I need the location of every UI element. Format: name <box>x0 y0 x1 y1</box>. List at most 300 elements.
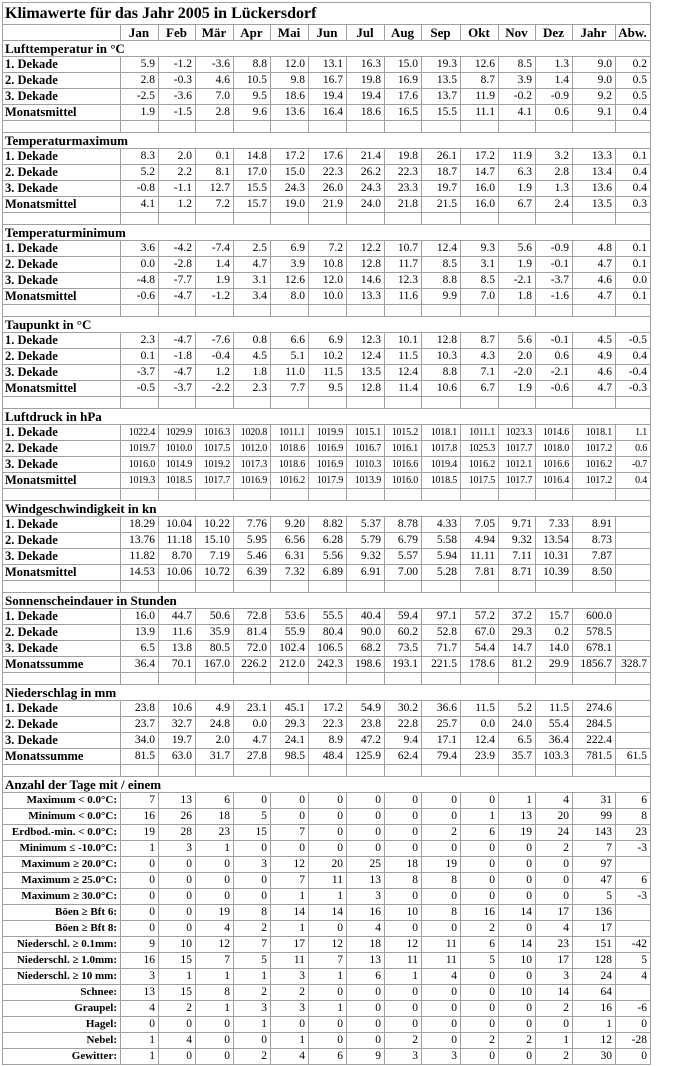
value-cell: 0 <box>499 841 535 856</box>
table-row <box>3 149 650 164</box>
value-cell: 0.4 <box>616 473 650 488</box>
value-cell: 0 <box>461 1001 498 1016</box>
spacer-cell <box>3 397 120 408</box>
value-cell: 0 <box>159 1049 195 1064</box>
value-cell: 16.4 <box>309 105 346 120</box>
value-cell: 3 <box>536 969 572 984</box>
table-row <box>3 625 650 640</box>
value-cell: 10 <box>499 953 535 968</box>
value-cell: -3 <box>616 841 650 856</box>
value-cell: 15.7 <box>234 197 270 212</box>
value-cell: 11.1 <box>461 105 498 120</box>
value-cell: 8.5 <box>422 257 460 272</box>
value-cell: 6.9 <box>271 241 308 256</box>
value-cell: -7.4 <box>196 241 233 256</box>
value-cell: 1016.0 <box>385 473 421 488</box>
value-cell: 6.9 <box>309 333 346 348</box>
value-cell: 81.4 <box>234 625 270 640</box>
value-cell: 2.3 <box>121 333 158 348</box>
value-cell: 1019.2 <box>196 457 233 472</box>
table-row <box>3 905 650 920</box>
month-header: Sep <box>422 25 460 40</box>
value-cell: 4 <box>196 921 233 936</box>
value-cell: 0 <box>309 841 346 856</box>
section-header-row <box>3 501 650 516</box>
value-cell: 284.5 <box>573 717 615 732</box>
row-label: 1. Dekade <box>3 701 120 716</box>
value-cell: 10.7 <box>385 241 421 256</box>
value-cell: 0.0 <box>616 273 650 288</box>
table-row <box>3 921 650 936</box>
value-cell: -4.7 <box>159 365 195 380</box>
value-cell: 18 <box>385 857 421 872</box>
value-cell: 0 <box>121 1017 158 1032</box>
value-cell: 13.9 <box>121 625 158 640</box>
table-row <box>3 1033 650 1048</box>
value-cell: 0 <box>536 889 572 904</box>
spacer-cell <box>616 673 650 684</box>
value-cell: 16.0 <box>461 197 498 212</box>
value-cell: 8.3 <box>121 149 158 164</box>
value-cell: 1018.6 <box>271 441 308 456</box>
spacer-row <box>3 765 650 776</box>
value-cell: 7.05 <box>461 517 498 532</box>
value-cell: 1010.3 <box>347 457 384 472</box>
spacer-cell <box>121 121 158 132</box>
value-cell: 0 <box>234 841 270 856</box>
value-cell: 15 <box>159 953 195 968</box>
value-cell: 1 <box>159 969 195 984</box>
spacer-cell <box>461 397 498 408</box>
table-row <box>3 1049 650 1064</box>
value-cell: 274.6 <box>573 701 615 716</box>
spacer-cell <box>3 305 120 316</box>
spacer-cell <box>196 673 233 684</box>
value-cell: 15.10 <box>196 533 233 548</box>
value-cell: -2.2 <box>196 381 233 396</box>
month-header: Aug <box>385 25 421 40</box>
value-cell: 1018.1 <box>422 425 460 440</box>
spacer-cell <box>196 121 233 132</box>
value-cell: 11.5 <box>309 365 346 380</box>
spacer-cell <box>3 121 120 132</box>
spacer-cell <box>461 213 498 224</box>
value-cell: 2 <box>422 825 460 840</box>
spacer-cell <box>573 673 615 684</box>
value-cell: 0 <box>385 809 421 824</box>
value-cell: -3.7 <box>536 273 572 288</box>
value-cell: 26.0 <box>309 181 346 196</box>
value-cell: 19 <box>499 825 535 840</box>
page-title: Klimawerte für das Jahr 2005 in Lückersdorf <box>3 3 650 24</box>
value-cell: 24.0 <box>347 197 384 212</box>
value-cell: 9.4 <box>385 733 421 748</box>
spacer-cell <box>309 765 346 776</box>
value-cell: -0.9 <box>536 89 572 104</box>
value-cell: 4.33 <box>422 517 460 532</box>
value-cell: 19 <box>196 905 233 920</box>
value-cell: 0 <box>159 857 195 872</box>
value-cell: 5.6 <box>499 241 535 256</box>
value-cell: 0 <box>271 809 308 824</box>
spacer-cell <box>271 121 308 132</box>
value-cell: 55.5 <box>309 609 346 624</box>
table-row <box>3 73 650 88</box>
value-cell: 0.6 <box>536 349 572 364</box>
spacer-cell <box>121 765 158 776</box>
value-cell: -0.3 <box>159 73 195 88</box>
value-cell: 55.9 <box>271 625 308 640</box>
value-cell: 6.28 <box>309 533 346 548</box>
table-row <box>3 181 650 196</box>
value-cell: 14.6 <box>347 273 384 288</box>
spacer-cell <box>347 765 384 776</box>
spacer-cell <box>573 489 615 500</box>
value-cell: 1 <box>385 969 421 984</box>
value-cell <box>616 517 650 532</box>
spacer-cell <box>121 489 158 500</box>
value-cell: 1016.6 <box>385 457 421 472</box>
value-cell: 34.0 <box>121 733 158 748</box>
value-cell <box>616 701 650 716</box>
value-cell: 8.8 <box>422 365 460 380</box>
value-cell: 24.3 <box>347 181 384 196</box>
value-cell: -4.8 <box>121 273 158 288</box>
row-label: 1. Dekade <box>3 57 120 72</box>
value-cell: -3.7 <box>159 381 195 396</box>
value-cell: 7.32 <box>271 565 308 580</box>
value-cell: 3 <box>121 969 158 984</box>
spacer-cell <box>196 581 233 592</box>
value-cell: 63.0 <box>159 749 195 764</box>
table-row <box>3 809 650 824</box>
value-cell: 3.9 <box>271 257 308 272</box>
value-cell: 7.7 <box>271 381 308 396</box>
value-cell: 193.1 <box>385 657 421 672</box>
value-cell: 2 <box>536 1049 572 1064</box>
value-cell: 2.4 <box>536 197 572 212</box>
value-cell: 27.8 <box>234 749 270 764</box>
value-cell: 16.7 <box>309 73 346 88</box>
value-cell: 80.4 <box>309 625 346 640</box>
value-cell: 0 <box>461 1017 498 1032</box>
row-label: Erdbod.-min. < 0.0°C: <box>3 825 120 840</box>
value-cell: 6 <box>616 793 650 808</box>
value-cell: 18.6 <box>347 105 384 120</box>
value-cell: 3 <box>271 969 308 984</box>
value-cell: 1016.4 <box>536 473 572 488</box>
value-cell: 4.8 <box>573 241 615 256</box>
value-cell: 1011.1 <box>271 425 308 440</box>
value-cell: 0.2 <box>616 57 650 72</box>
value-cell: 11.18 <box>159 533 195 548</box>
value-cell: 14 <box>309 905 346 920</box>
value-cell: 2.5 <box>234 241 270 256</box>
value-cell: 7.1 <box>461 365 498 380</box>
table-row <box>3 825 650 840</box>
value-cell: 1 <box>309 1001 346 1016</box>
spacer-cell <box>309 673 346 684</box>
value-cell: 29.9 <box>536 657 572 672</box>
spacer-cell <box>234 397 270 408</box>
value-cell: 8.70 <box>159 549 195 564</box>
value-cell: 40.4 <box>347 609 384 624</box>
month-header: Dez <box>536 25 572 40</box>
spacer-cell <box>385 581 421 592</box>
spacer-cell <box>196 305 233 316</box>
value-cell: 8.0 <box>271 289 308 304</box>
table-row <box>3 733 650 748</box>
spacer-cell <box>616 765 650 776</box>
table-row <box>3 57 650 72</box>
value-cell: 0 <box>616 1049 650 1064</box>
value-cell: 8 <box>196 985 233 1000</box>
value-cell: 0 <box>385 889 421 904</box>
value-cell: 8 <box>385 873 421 888</box>
value-cell: 6.91 <box>347 565 384 580</box>
value-cell: 18.6 <box>271 89 308 104</box>
value-cell: 64 <box>573 985 615 1000</box>
spacer-cell <box>159 213 195 224</box>
value-cell: 8.78 <box>385 517 421 532</box>
value-cell: 17.0 <box>234 165 270 180</box>
value-cell: 0 <box>422 921 460 936</box>
spacer-cell <box>536 765 572 776</box>
value-cell: 0 <box>385 1001 421 1016</box>
value-cell: 1017.5 <box>461 473 498 488</box>
value-cell: 2 <box>536 1001 572 1016</box>
value-cell: 1 <box>121 1049 158 1064</box>
value-cell: 23 <box>196 825 233 840</box>
value-cell: 7 <box>196 953 233 968</box>
value-cell: 11.9 <box>461 89 498 104</box>
value-cell: 0 <box>422 1017 460 1032</box>
month-header: Feb <box>159 25 195 40</box>
value-cell: 103.3 <box>536 749 572 764</box>
value-cell: 6.79 <box>385 533 421 548</box>
value-cell: 54.4 <box>461 641 498 656</box>
value-cell: -0.2 <box>499 89 535 104</box>
value-cell: 16 <box>121 953 158 968</box>
table-row <box>3 889 650 904</box>
spacer-cell <box>121 213 158 224</box>
value-cell: 0 <box>121 889 158 904</box>
value-cell: 9.8 <box>271 73 308 88</box>
value-cell: 0 <box>422 985 460 1000</box>
value-cell: 2.8 <box>196 105 233 120</box>
value-cell <box>616 985 650 1000</box>
value-cell: 0.2 <box>536 625 572 640</box>
value-cell: 0 <box>347 1017 384 1032</box>
value-cell: 1.1 <box>616 425 650 440</box>
title-row <box>3 3 650 24</box>
value-cell: 47.2 <box>347 733 384 748</box>
value-cell: 8 <box>616 809 650 824</box>
value-cell: 55.4 <box>536 717 572 732</box>
value-cell: 102.4 <box>271 641 308 656</box>
row-label: 2. Dekade <box>3 441 120 456</box>
value-cell: 5.9 <box>121 57 158 72</box>
value-cell: 8.82 <box>309 517 346 532</box>
value-cell: 2 <box>234 1049 270 1064</box>
value-cell: 0 <box>461 793 498 808</box>
value-cell: 9.32 <box>347 549 384 564</box>
row-label: Minimum < 0.0°C: <box>3 809 120 824</box>
value-cell: 9.0 <box>573 57 615 72</box>
month-header: Okt <box>461 25 498 40</box>
value-cell: 8.50 <box>573 565 615 580</box>
spacer-cell <box>3 489 120 500</box>
value-cell: 5 <box>573 889 615 904</box>
value-cell: 9 <box>347 1049 384 1064</box>
spacer-cell <box>159 305 195 316</box>
row-label: Maximum ≥ 20.0°C: <box>3 857 120 872</box>
spacer-cell <box>347 213 384 224</box>
value-cell: 13.8 <box>159 641 195 656</box>
value-cell: 1.9 <box>499 181 535 196</box>
table-row <box>3 969 650 984</box>
value-cell: -28 <box>616 1033 650 1048</box>
spacer-cell <box>385 213 421 224</box>
value-cell: 0 <box>385 841 421 856</box>
row-label: Böen ≥ Bft 8: <box>3 921 120 936</box>
value-cell: 1017.3 <box>234 457 270 472</box>
spacer-cell <box>234 489 270 500</box>
spacer-cell <box>499 213 535 224</box>
value-cell: 3.9 <box>499 73 535 88</box>
value-cell: 7 <box>271 825 308 840</box>
row-label: Maximum ≥ 25.0°C: <box>3 873 120 888</box>
row-label: Monatsmittel <box>3 197 120 212</box>
value-cell: 23.1 <box>234 701 270 716</box>
table-row <box>3 165 650 180</box>
table-row <box>3 657 650 672</box>
spacer-cell <box>573 213 615 224</box>
value-cell: 2.8 <box>121 73 158 88</box>
value-cell: 17.6 <box>309 149 346 164</box>
value-cell: 19.7 <box>422 181 460 196</box>
value-cell: 7 <box>309 953 346 968</box>
spacer-cell <box>309 581 346 592</box>
value-cell: 23.3 <box>385 181 421 196</box>
value-cell: 9.5 <box>234 89 270 104</box>
row-label: Monatsmittel <box>3 289 120 304</box>
value-cell: 1016.3 <box>196 425 233 440</box>
spacer-cell <box>499 397 535 408</box>
spacer-row <box>3 121 650 132</box>
spacer-cell <box>616 121 650 132</box>
value-cell: 11.5 <box>461 701 498 716</box>
value-cell: 13.3 <box>347 289 384 304</box>
value-cell: 1 <box>271 1033 308 1048</box>
value-cell: 0 <box>385 921 421 936</box>
value-cell: 61.5 <box>616 749 650 764</box>
table-row <box>3 105 650 120</box>
value-cell: 24 <box>536 825 572 840</box>
value-cell: 0 <box>196 1033 233 1048</box>
value-cell: 8.8 <box>234 57 270 72</box>
value-cell: 151 <box>573 937 615 952</box>
value-cell: 7 <box>271 873 308 888</box>
spacer-cell <box>385 397 421 408</box>
value-cell: 9.32 <box>499 533 535 548</box>
spacer-cell <box>309 489 346 500</box>
value-cell: 11.6 <box>159 625 195 640</box>
spacer-cell <box>3 765 120 776</box>
value-cell: 136 <box>573 905 615 920</box>
value-cell: 678.1 <box>573 641 615 656</box>
spacer-cell <box>196 765 233 776</box>
value-cell: 1013.9 <box>347 473 384 488</box>
value-cell: 1.2 <box>159 197 195 212</box>
value-cell: 0 <box>461 857 498 872</box>
value-cell: 242.3 <box>309 657 346 672</box>
row-label: Maximum ≥ 30.0°C: <box>3 889 120 904</box>
value-cell: 6 <box>461 937 498 952</box>
table-row <box>3 857 650 872</box>
value-cell: 3 <box>347 889 384 904</box>
table-row <box>3 937 650 952</box>
value-cell: 2.2 <box>159 165 195 180</box>
value-cell: 11 <box>271 953 308 968</box>
value-cell: 7.0 <box>196 89 233 104</box>
value-cell: 54.9 <box>347 701 384 716</box>
spacer-cell <box>309 121 346 132</box>
value-cell: 1017.2 <box>573 473 615 488</box>
value-cell: 1 <box>536 1033 572 1048</box>
value-cell: 3.1 <box>234 273 270 288</box>
value-cell: 0 <box>234 793 270 808</box>
table-row <box>3 985 650 1000</box>
value-cell: 1014.6 <box>536 425 572 440</box>
value-cell: -1.6 <box>536 289 572 304</box>
table-row <box>3 1017 650 1032</box>
spacer-cell <box>499 673 535 684</box>
value-cell: 13 <box>499 809 535 824</box>
value-cell: 1.8 <box>499 289 535 304</box>
spacer-cell <box>536 121 572 132</box>
value-cell: 0 <box>234 873 270 888</box>
value-cell: -0.7 <box>616 457 650 472</box>
value-cell: 0.0 <box>461 717 498 732</box>
spacer-cell <box>573 305 615 316</box>
value-cell: 3 <box>422 1049 460 1064</box>
spacer-cell <box>196 489 233 500</box>
value-cell: 0 <box>461 841 498 856</box>
value-cell: 0 <box>536 1017 572 1032</box>
value-cell: 1016.1 <box>385 441 421 456</box>
value-cell: 13.54 <box>536 533 572 548</box>
value-cell: 0 <box>159 905 195 920</box>
value-cell: 23.7 <box>121 717 158 732</box>
value-cell: -4.7 <box>159 333 195 348</box>
value-cell: 4.9 <box>196 701 233 716</box>
value-cell: 1016.0 <box>121 457 158 472</box>
value-cell: 10.04 <box>159 517 195 532</box>
value-cell: 13.5 <box>347 365 384 380</box>
value-cell: 0.4 <box>616 181 650 196</box>
table-row <box>3 425 650 440</box>
value-cell: 11.6 <box>385 289 421 304</box>
value-cell: 25 <box>347 857 384 872</box>
value-cell: 10.5 <box>234 73 270 88</box>
value-cell: 17.2 <box>309 701 346 716</box>
value-cell: 0 <box>234 1033 270 1048</box>
table-row <box>3 953 650 968</box>
spacer-cell <box>573 581 615 592</box>
value-cell: 19.3 <box>422 57 460 72</box>
value-cell: 1022.4 <box>121 425 158 440</box>
